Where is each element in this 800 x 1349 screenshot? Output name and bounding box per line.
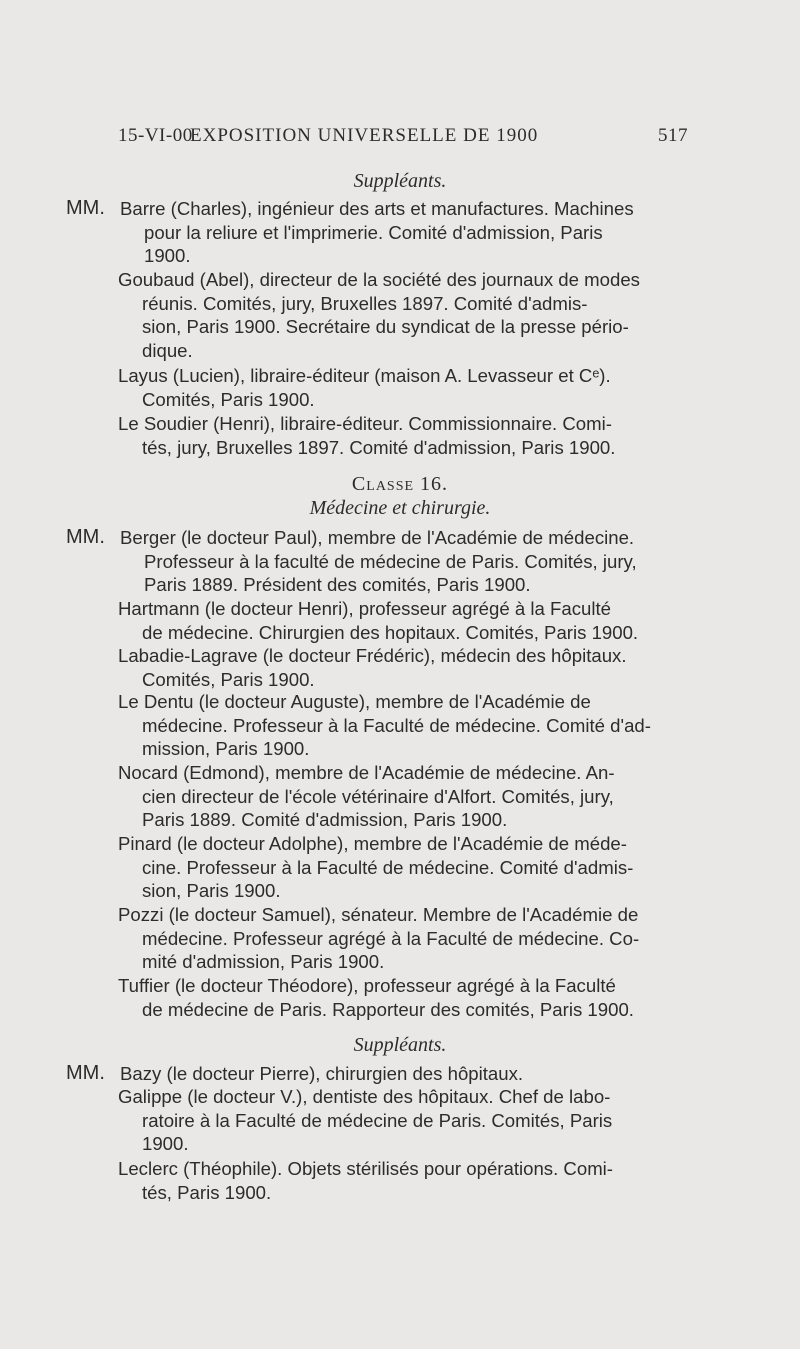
entry-line: ratoire à la Faculté de médecine de Paris. Comités, Paris	[142, 1109, 613, 1131]
entry-line: Comités, Paris 1900.	[142, 388, 315, 410]
running-head-title: EXPOSITION UNIVERSELLE DE 1900	[190, 125, 539, 146]
entry-berger	[120, 526, 695, 597]
entry-line: Labadie-Lagrave (le docteur Frédéric), médecin des hôpitaux.	[118, 645, 627, 666]
entry-line: cine. Professeur à la Faculté de médecine. Comité d'admis-	[142, 856, 634, 878]
entry-line: Layus (Lucien), libraire-éditeur (maison A. Levasseur et Cᵉ).	[118, 365, 611, 386]
entry-line: médecine. Professeur à la Faculté de médecine. Comité d'ad-	[142, 714, 651, 736]
entry-line: Leclerc (Théophile). Objets stérilisés pour opérations. Comi-	[118, 1158, 614, 1179]
entry-line: Goubaud (Abel), directeur de la société des journaux de modes	[118, 269, 640, 290]
entry-line: pour la reliure et l'imprimerie. Comité d'admission, Paris	[144, 221, 603, 243]
entry-line: Barre (Charles), ingénieur des arts et manufactures. Machines	[120, 198, 634, 219]
entry-le-soudier	[118, 412, 693, 459]
section-heading-suppleants-1: Suppléants.	[353, 170, 447, 192]
entry-line: tés, Paris 1900.	[142, 1181, 272, 1203]
entry-line: Le Soudier (Henri), libraire-éditeur. Commissionnaire. Comi-	[118, 413, 612, 434]
entry-line: cien directeur de l'école vétérinaire d'Alfort. Comités, jury,	[142, 785, 614, 807]
entry-line: tés, jury, Bruxelles 1897. Comité d'admission, Paris 1900.	[142, 436, 616, 458]
section-heading-suppleants-2: Suppléants.	[353, 1034, 447, 1056]
entry-line: Berger (le docteur Paul), membre de l'Académie de médecine.	[120, 527, 635, 548]
entry-layus	[118, 364, 693, 411]
entry-line: Paris 1889. Comité d'admission, Paris 1900.	[142, 809, 508, 830]
entry-line: Bazy (le docteur Pierre), chirurgien des hôpitaux.	[120, 1063, 524, 1084]
entry-line: Nocard (Edmond), membre de l'Académie de médecine. An-	[118, 762, 615, 783]
entry-line: Pozzi (le docteur Samuel), sénateur. Membre de l'Académie de	[118, 904, 639, 925]
class-heading: Classe 16.	[351, 473, 449, 495]
entry-line: 1900.	[144, 245, 191, 266]
entry-pozzi	[118, 903, 693, 974]
entry-line: de médecine. Chirurgien des hopitaux. Comités, Paris 1900.	[142, 621, 639, 643]
entry-le-dentu	[118, 690, 693, 761]
entry-line: Comités, Paris 1900.	[142, 668, 315, 690]
entry-line: Pinard (le docteur Adolphe), membre de l'Académie de méde-	[118, 833, 627, 854]
entry-line: Tuffier (le docteur Théodore), professeur agrégé à la Faculté	[118, 975, 616, 996]
entry-line: mité d'admission, Paris 1900.	[142, 951, 385, 972]
entry-line: Professeur à la faculté de médecine de Paris. Comités, jury,	[144, 550, 637, 572]
entry-nocard	[118, 761, 693, 832]
entry-hartmann	[118, 597, 693, 644]
entry-line: Paris 1889. Président des comités, Paris 1900.	[144, 574, 531, 595]
entry-line: sion, Paris 1900. Secrétaire du syndicat de la presse pério-	[142, 316, 629, 337]
entry-line: Le Dentu (le docteur Auguste), membre de l'Académie de	[118, 691, 591, 712]
entry-leclerc	[118, 1157, 693, 1204]
entry-line: Galippe (le docteur V.), dentiste des hôpitaux. Chef de labo-	[118, 1086, 611, 1107]
entry-pinard	[118, 832, 693, 903]
subject-heading: Médecine et chirurgie.	[309, 497, 491, 519]
entry-labadie-lagrave	[118, 644, 693, 691]
entry-galippe	[118, 1085, 693, 1156]
entry-line: sion, Paris 1900.	[142, 880, 281, 901]
entry-line: réunis. Comités, jury, Bruxelles 1897. Comité d'admis-	[142, 292, 588, 314]
mm-label-2: MM.	[66, 526, 105, 548]
entry-bazy	[120, 1062, 695, 1086]
entry-barre	[120, 197, 695, 268]
mm-label-1: MM.	[66, 197, 105, 219]
entry-line: mission, Paris 1900.	[142, 738, 310, 759]
entry-line: médecine. Professeur agrégé à la Faculté de médecine. Co-	[142, 927, 640, 949]
entry-line: Hartmann (le docteur Henri), professeur agrégé à la Faculté	[118, 598, 611, 619]
running-head-date: 15-VI-00	[118, 125, 193, 146]
entry-tuffier	[118, 974, 693, 1021]
entry-line: dique.	[142, 339, 193, 361]
entry-line: de médecine de Paris. Rapporteur des comités, Paris 1900.	[142, 998, 634, 1020]
running-head	[118, 125, 688, 155]
mm-label-3: MM.	[66, 1062, 105, 1084]
entry-line: 1900.	[142, 1133, 189, 1154]
entry-goubaud	[118, 268, 693, 362]
page-number: 517	[658, 125, 688, 146]
